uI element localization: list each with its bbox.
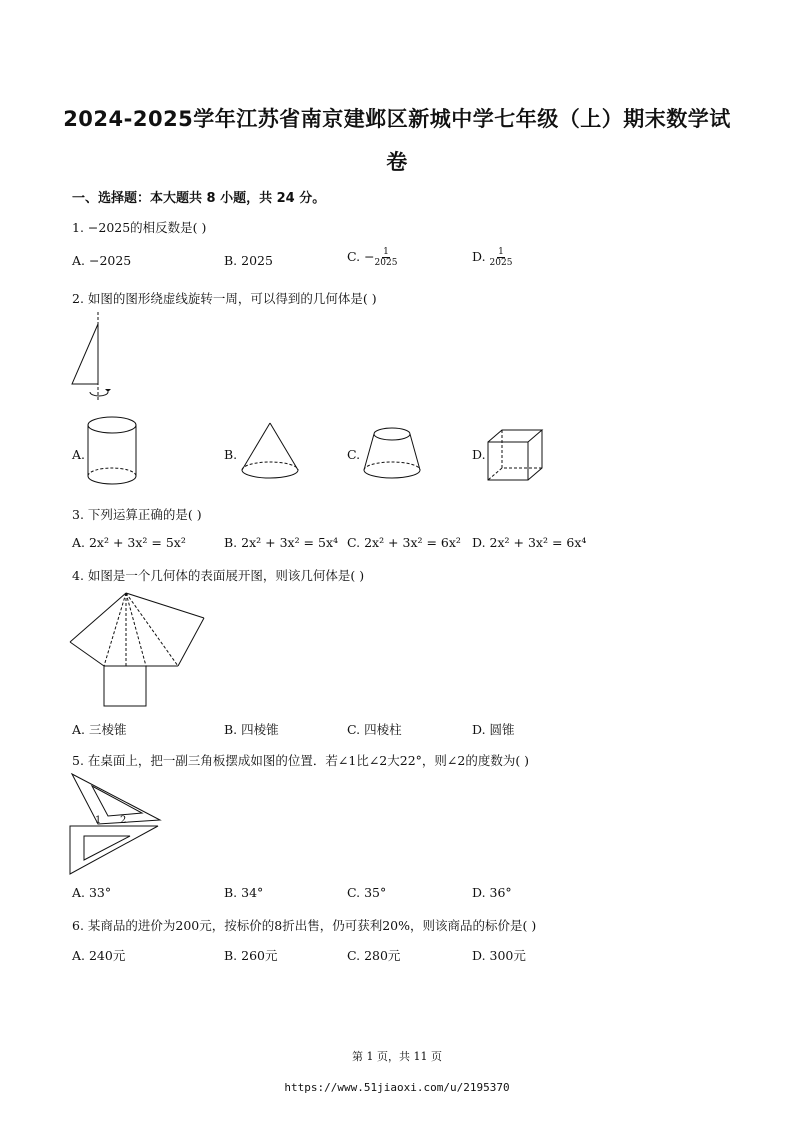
cuboid-figure [486,428,546,484]
question-5-stem: 5. 在桌面上，把一副三角板摆成如图的位置．若∠1比∠2大22°，则∠2的度数为( ) [72,753,530,768]
q3-option-c: C. 2x² + 3x² = 6x² [347,535,461,550]
q1-option-d [472,247,512,268]
question-3-stem: 3. 下列运算正确的是( ) [72,507,202,522]
q5-option-a: A. 33° [72,885,112,900]
q4-option-c: C. 四棱柱 [347,722,402,737]
q1-option-c [347,247,397,268]
fraction-numerator: 1 [383,247,389,257]
q2-option-c: C. [347,447,361,462]
q1-option-b: B. 2025 [224,253,273,268]
q2-option-a: A. [72,447,86,462]
q4-option-d: D. 圆锥 [472,722,515,737]
fraction-denominator: 2025 [489,258,513,268]
q1-option-c-fraction [375,247,398,268]
angle-1-label: 1 [95,815,102,826]
q2-option-b: B. [224,447,238,462]
q1-option-d-prefix: D. [472,249,490,264]
fraction-denominator: 2025 [374,258,398,268]
question-6-stem: 6. 某商品的进价为200元，按标价的8折出售，仍可获利20%，则该商品的标价是( ) [72,918,537,933]
frustum-figure [362,426,422,482]
q1-option-c-prefix: C. − [347,249,375,264]
q1-option-d-fraction [490,247,513,268]
q2-option-d: D. [472,447,486,462]
question-2-stem: 2. 如图的图形绕虚线旋转一周，可以得到的几何体是( ) [72,291,377,306]
page-footer: 第 1 页，共 11 页 [352,1050,442,1063]
page-title-line2: 卷 [386,150,408,174]
angle-2-label: 2 [120,815,127,826]
q6-option-c: C. 280元 [347,948,401,963]
question-4-stem: 4. 如图是一个几何体的表面展开图，则该几何体是( ) [72,568,365,583]
q4-option-b: B. 四棱锥 [224,722,279,737]
question-1-stem: 1. −2025的相反数是( ) [72,220,207,235]
cylinder-figure [86,414,140,488]
q5-option-d: D. 36° [472,885,512,900]
q3-option-d: D. 2x² + 3x² = 6x⁴ [472,535,587,550]
q2-rotation-figure [68,310,118,405]
cone-figure [240,420,300,482]
q5-option-b: B. 34° [224,885,264,900]
section-heading: 一、选择题：本大题共 8 小题，共 24 分。 [72,191,326,206]
q5-option-c: C. 35° [347,885,387,900]
q6-option-d: D. 300元 [472,948,526,963]
q6-option-a: A. 240元 [72,948,126,963]
q4-net-figure [68,590,208,710]
q1-option-a: A. −2025 [72,253,132,268]
fraction-numerator: 1 [498,247,504,257]
page-title-line1: 2024-2025学年江苏省南京建邺区新城中学七年级（上）期末数学试 [63,107,731,131]
q4-option-a: A. 三棱锥 [72,722,127,737]
q3-option-b: B. 2x² + 3x² = 5x⁴ [224,535,339,550]
q3-option-a: A. 2x² + 3x² = 5x² [72,535,186,550]
q5-set-squares-figure [68,770,168,880]
q6-option-b: B. 260元 [224,948,278,963]
source-url-link[interactable]: https://www.51jiaoxi.com/u/2195370 [284,1081,510,1094]
